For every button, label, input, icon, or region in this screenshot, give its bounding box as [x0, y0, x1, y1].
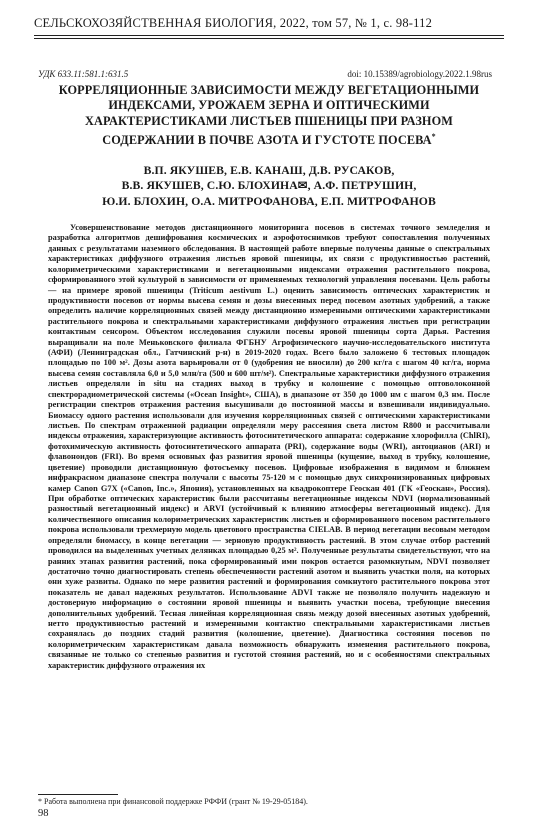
title-line: КОРРЕЛЯЦИОННЫЕ ЗАВИСИМОСТИ МЕЖДУ ВЕГЕТАЦИОННЫМИ — [58, 83, 480, 97]
header-rule-top — [34, 35, 504, 36]
udk-code: УДК 633.11:581.1:631.5 — [38, 69, 129, 79]
doi-link[interactable]: doi: 10.15389/agrobiology.2022.1.98rus — [347, 69, 492, 79]
title-line-text: СОДЕРЖАНИИ В ПОЧВЕ АЗОТА И ГУСТОТЕ ПОСЕВА — [102, 133, 432, 148]
footnote-rule — [38, 794, 118, 795]
page-number: 98 — [38, 808, 49, 819]
author-list — [34, 163, 504, 209]
title-footnote-mark[interactable]: * — [431, 132, 436, 142]
funding-footnote: * Работа выполнена при финансовой поддержке РФФИ (грант № 19-29-05184). — [38, 797, 308, 806]
author-line: Ю.И. БЛОХИН, О.А. МИТРОФАНОВА, Е.П. МИТРОФАНОВ — [102, 194, 436, 208]
author-line: В.П. ЯКУШЕВ, Е.В. КАНАШ, Д.В. РУСАКОВ, — [143, 164, 395, 177]
author-line: В.В. ЯКУШЕВ, С.Ю. БЛОХИНА✉, А.Ф. ПЕТРУШИН, — [121, 179, 417, 193]
title-line: ИНДЕКСАМИ, УРОЖАЕМ ЗЕРНА И ОПТИЧЕСКИМИ — [108, 98, 430, 113]
abstract-text: Усовершенствование методов дистанционного мониторинга посевов в системах точного земледелия и разработка алгоритмов дешифрования космических и аэрофотоснимков требуют сопоставления полученных данных с результатами наземного обследования. В настоящей работе впервые получены данные о спектральных характеристиках диффузного отражения листьев яровой пшеницы, их связи с продуктивностью растений, колориметрическими характеристиками и вегетационными индексами отражения растительного покрова, сформированного этой культурой в зависимости от применяемых технологий управления посевами. Цель работы — на примере яровой пшеницы (Triticum aestivum L.) оценить зависимость оптических характеристик и продуктивности посевов от нормы высева семян и дозы внесенных перед посевом азотных удобрений, а также определить наличие корреляционных связей между дистанционно измеренными оптическими характеристиками растительного покрова и спектральными характеристиками диффузного отражения листьев при регистрации контактным сенсором. Объектом исследования служили посевы яровой пшеницы сорта Дарья. Растения выращивали на поле Меньковского филиала ФГБНУ Агрофизического научно-исследовательского института (АФИ) (Ленинградская обл., Гатчинский р-н) в 2019-2020 годах. Всего было заложено 6 тестовых площадок площадью по 100 м². Дозы азота варьировали от 0 (удобрения не вносили) до 200 кг/га с шагом 40 кг/га, норма высева семян составляла 6,0 и 5,0 млн/га (500 и 600 шт/м²). Спектральные характеристики диффузного отражения листьев определяли in situ на стадиях выход в трубку и колошение с помощью оптоволоконной спектрорадиометрической системы («Ocean Insight», США), в диапазоне от 350 до 1000 нм с шагом 0,3 нм. После регистрации спектров отражения растения высушивали до постоянной массы и взвешивали индивидуально. Биомассу одного растения использовали для изучения корреляционных связей с оптическими характеристиками листьев. По спектрам отраженной радиации определяли меру рассеяния света листом R800 и рассчитывали индексы отражения, характеризующие активность фотосинтетического аппарата: содержание хлорофилла (ChlRI), фотохимическую активность фотосинтетического аппарата (PRI), содержание воды (WRI), антоцианов (ARI) и флавоноидов (FRI). Во время основных фаз развития яровой пшеницы (кущение, выход в трубку, колошение, цветение) проводили дистанционную фотосъемку посевов. Цифровые изображения в видимом и ближнем инфракрасном диапазоне спектра получали с высоты 75-120 м с помощью двух синхронизированных цифровых камер Canon G7X («Canon, Inc.», Япония), установленных на квадрокоптере Геоскан 401 (ГК «Геоскан», Россия). При обработке оптических характеристик были рассчитаны вегетационные индексы NDVI (нормализованный разностный вегетационный индекс) и ARVI (устойчивый к влиянию атмосферы вегетационный индекс). Для количественного описания колориметрических характеристик листьев и сформированного посевом растительного покрова использовали трехмерную модель цветового пространства CIELAB. В период вегетации весовым методом определяли биомассу, в конце вегетации — зерновую продуктивность растений. В этом случае отбор растений проводился на выделенных учетных делянках площадью 0,25 м². Полученные результаты свидетельствуют, что на ранних этапах развития растений, пока сформированный ими покров остается разомкнутым, NDVI позволяет достаточно точно диагностировать степень обеспеченности растений азотом и выявить участки поля, на которых они хуже развиты. Однако по мере развития растений и формирования сомкнутого растительного покрова этот показатель не давал надежных результатов. Использование ADVI также не позволяло получить надежную и достоверную информацию о состоянии яровой пшеницы и выявить участки посева, требующие внесения дополнительных удобрений. Тесная линейная корреляционная связь между дозой внесенных азотных удобрений, нетто продуктивностью растений и измеренными контактно спектральными характеристиками листьев сохранялась до поздних стадий развития (колошение, цветение). Диагностика состояния посевов по колориметрическим характеристикам давала возможность обнаружить изменения растительного покрова, связанные не только со степенью развития и густотой стояния растений, но и с особенностями спектральных характеристик диффузного отражения их — [48, 223, 490, 670]
header-rule-bottom — [34, 38, 504, 39]
article-title — [34, 83, 504, 149]
journal-header: СЕЛЬСКОХОЗЯЙСТВЕННАЯ БИОЛОГИЯ, 2022, том 57, № 1, с. 98-112 — [34, 16, 433, 30]
title-line: ХАРАКТЕРИСТИКАМИ ЛИСТЬЕВ ПШЕНИЦЫ ПРИ РАЗНОМ — [85, 113, 453, 128]
title-line — [34, 129, 504, 149]
